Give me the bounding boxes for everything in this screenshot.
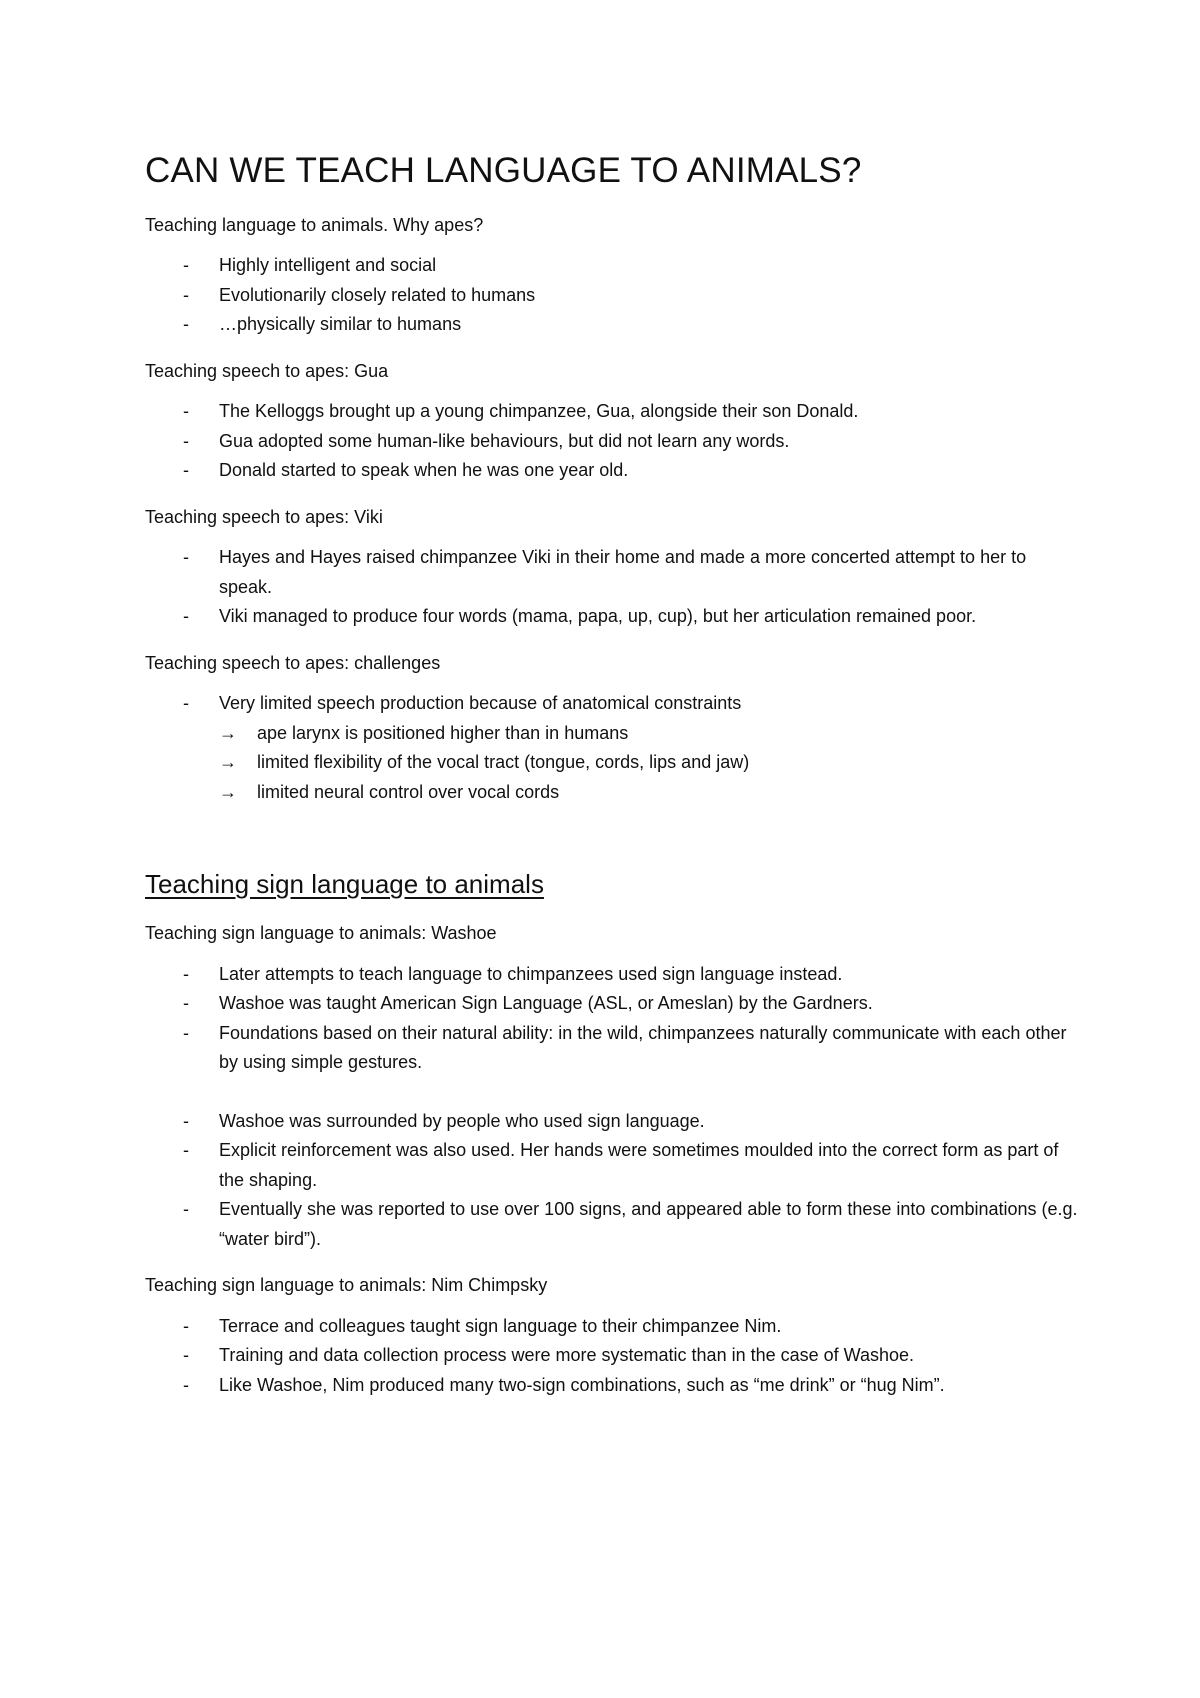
bullet-list-why-apes <box>145 251 1080 340</box>
bullet-list-viki <box>145 543 1080 632</box>
list-item: - …physically similar to humans <box>145 310 1080 340</box>
list-item: - Explicit reinforcement was also used. Her hands were sometimes moulded into the correct form as part of the shaping. <box>145 1136 1080 1195</box>
arrow-list-item: → limited flexibility of the vocal tract (tongue, cords, lips and jaw) <box>219 748 1080 778</box>
subheading-nim-chimpsky: Teaching sign language to animals: Nim Chimpsky <box>145 1275 548 1296</box>
arrow-sublist <box>219 719 1080 808</box>
list-item: - Foundations based on their natural ability: in the wild, chimpanzees naturally communicate with each other by using simple gestures. <box>145 1019 1080 1078</box>
arrow-list-item: → ape larynx is positioned higher than in humans <box>219 719 1080 749</box>
list-item-text: Very limited speech production because of anatomical constraints <box>219 693 742 714</box>
list-item: - Eventually she was reported to use over 100 signs, and appeared able to form these into combinations (e.g. “water bird”). <box>145 1195 1080 1254</box>
bullet-list-gua <box>145 397 1080 486</box>
list-item: - Gua adopted some human-like behaviours, but did not learn any words. <box>145 427 1080 457</box>
list-item: - Evolutionarily closely related to humans <box>145 281 1080 311</box>
list-item <box>145 689 1080 807</box>
list-item: - Terrace and colleagues taught sign language to their chimpanzee Nim. <box>145 1312 1080 1342</box>
subheading-washoe: Teaching sign language to animals: Washoe <box>145 923 497 944</box>
document-title: CAN WE TEACH LANGUAGE TO ANIMALS? <box>145 151 862 190</box>
list-item: - Hayes and Hayes raised chimpanzee Viki in their home and made a more concerted attempt to her to speak. <box>145 543 1080 602</box>
list-item: - Like Washoe, Nim produced many two-sign combinations, such as “me drink” or “hug Nim”. <box>145 1371 1080 1401</box>
bullet-list-nim <box>145 1312 1080 1401</box>
list-item: - Training and data collection process were more systematic than in the case of Washoe. <box>145 1341 1080 1371</box>
section-heading-sign-language: Teaching sign language to animals <box>145 869 544 900</box>
subheading-why-apes: Teaching language to animals. Why apes? <box>145 215 484 235</box>
subheading-challenges: Teaching speech to apes: challenges <box>145 652 441 673</box>
list-item: - Washoe was taught American Sign Language (ASL, or Ameslan) by the Gardners. <box>145 989 1080 1019</box>
list-item: - Highly intelligent and social <box>145 251 1080 281</box>
bullet-list-challenges <box>145 689 1080 807</box>
subheading-viki: Teaching speech to apes: Viki <box>145 506 383 527</box>
arrow-list-item: → limited neural control over vocal cords <box>219 778 1080 808</box>
subheading-gua: Teaching speech to apes: Gua <box>145 360 389 381</box>
list-item: - Later attempts to teach language to chimpanzees used sign language instead. <box>145 960 1080 990</box>
list-item: - Donald started to speak when he was one year old. <box>145 456 1080 486</box>
list-item: - Viki managed to produce four words (mama, papa, up, cup), but her articulation remained poor. <box>145 602 1080 632</box>
bullet-list-washoe <box>145 960 1080 1255</box>
list-item: - The Kelloggs brought up a young chimpanzee, Gua, alongside their son Donald. <box>145 397 1080 427</box>
list-item: - Washoe was surrounded by people who used sign language. <box>145 1107 1080 1137</box>
